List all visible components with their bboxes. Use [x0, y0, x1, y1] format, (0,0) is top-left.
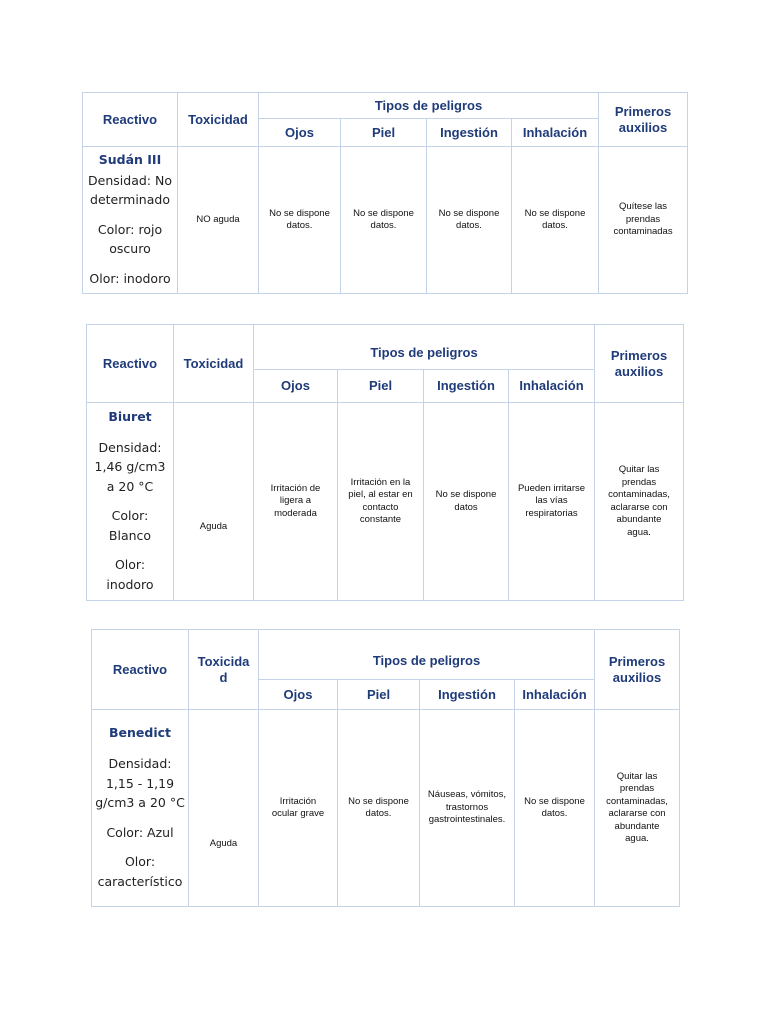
cell-line: datos. — [286, 220, 313, 231]
primeros-auxilios-value — [595, 710, 680, 907]
header-primeros-auxilios-line: auxilios — [614, 363, 664, 379]
reagent-property: inodoro — [106, 576, 154, 592]
ingestion-value — [427, 147, 512, 294]
piel-value — [338, 403, 424, 601]
header-toxicidad — [189, 630, 259, 710]
cell-line: datos. — [541, 808, 568, 819]
reagent-cell — [87, 403, 174, 601]
header-toxicidad: Toxicidad — [174, 325, 254, 403]
primeros-auxilios-value — [599, 147, 688, 294]
header-piel: Piel — [341, 119, 427, 147]
reagent-property: Blanco — [108, 527, 152, 543]
header-ojos: Ojos — [259, 119, 341, 147]
cell-line: constante — [359, 514, 402, 525]
cell-line: abundante — [616, 514, 662, 525]
piel-value — [341, 147, 427, 294]
reagent-property: a 20 °C — [106, 478, 154, 494]
header-primeros-auxilios-line: auxilios — [612, 669, 662, 685]
reagent-property: característico — [97, 873, 183, 889]
toxicidad-value: NO aguda — [178, 147, 259, 294]
reagent-property: oscuro — [109, 241, 151, 257]
cell-line: No se dispone — [435, 489, 497, 500]
inhalacion-value — [512, 147, 599, 294]
header-primeros-auxilios-line: Primeros — [610, 347, 668, 363]
reagent-name: Sudán III — [98, 151, 162, 167]
cell-line: contaminadas — [613, 226, 673, 238]
cell-line: contaminadas, — [606, 795, 668, 807]
cell-line: aclararse con — [608, 808, 666, 819]
ingestion-value — [424, 403, 509, 601]
reagent-property: Densidad: No — [88, 172, 172, 188]
cell-line: abundante — [614, 820, 660, 832]
header-primeros-auxilios-line: auxilios — [618, 119, 668, 135]
header-ingestion: Ingestión — [427, 119, 512, 147]
cell-line: ligera a — [279, 495, 312, 507]
cell-line: ocular grave — [271, 808, 325, 819]
cell-line: Quitar las — [616, 770, 658, 782]
reagent-property: Color: Azul — [106, 824, 174, 840]
reagent-cell — [92, 710, 189, 907]
cell-line: contaminadas, — [608, 489, 670, 500]
cell-line: Quítese las — [618, 201, 668, 213]
reagent-property: g/cm3 a 20 °C — [95, 795, 185, 810]
ojos-value — [259, 147, 341, 294]
cell-line: No se dispone — [438, 207, 500, 219]
reagent-name: Benedict — [109, 725, 171, 740]
cell-line: respiratorias — [525, 507, 578, 519]
cell-line: No se dispone — [348, 795, 409, 807]
header-toxicidad: Toxicidad — [178, 93, 259, 147]
header-ingestion: Ingestión — [420, 680, 515, 710]
hazard-table-biuret — [86, 324, 684, 601]
cell-line: No se dispone — [524, 207, 586, 219]
header-tipos-de-peligros: Tipos de peligros — [254, 325, 595, 370]
header-primeros-auxilios — [595, 630, 680, 710]
reagent-property: 1,46 g/cm3 — [94, 459, 166, 475]
header-ingestion: Ingestión — [424, 370, 509, 403]
inhalacion-value — [515, 710, 595, 907]
ojos-value — [254, 403, 338, 601]
header-ojos: Ojos — [254, 370, 338, 403]
reagent-name: Biuret — [108, 408, 152, 424]
inhalacion-value — [509, 403, 595, 601]
primeros-auxilios-value — [595, 403, 684, 601]
header-toxicidad-line: d — [219, 669, 228, 685]
reagent-property: Color: — [111, 508, 149, 524]
cell-line: prendas — [621, 476, 657, 488]
header-reactivo: Reactivo — [87, 325, 174, 403]
hazard-table-sudan-iii — [82, 92, 688, 294]
cell-line: Irritación de — [270, 482, 321, 494]
cell-line: datos. — [456, 220, 482, 231]
header-inhalacion: Inhalación — [512, 119, 599, 147]
header-primeros-auxilios-line: Primeros — [614, 103, 672, 119]
cell-line: datos. — [542, 220, 568, 231]
header-primeros-auxilios — [595, 325, 684, 403]
header-primeros-auxilios-line: Primeros — [608, 653, 666, 669]
reagent-property: Olor: — [124, 854, 156, 869]
header-reactivo: Reactivo — [92, 630, 189, 710]
cell-line: moderada — [274, 507, 317, 519]
header-piel: Piel — [338, 370, 424, 403]
cell-line: No se dispone — [353, 207, 414, 219]
cell-line: aclararse con — [610, 501, 668, 513]
cell-line: prendas — [625, 213, 661, 225]
header-inhalacion: Inhalación — [509, 370, 595, 403]
hazard-table-benedict — [91, 629, 680, 907]
cell-line: No se dispone — [269, 207, 330, 219]
header-ojos: Ojos — [259, 680, 338, 710]
reagent-property: determinado — [90, 192, 170, 208]
header-tipos-de-peligros: Tipos de peligros — [259, 630, 595, 680]
reagent-cell — [83, 147, 178, 294]
cell-line: Quitar las — [618, 464, 660, 475]
cell-line: Irritación en la — [350, 476, 411, 488]
cell-line: las vías — [535, 495, 568, 507]
cell-line: gastrointestinales. — [428, 814, 506, 826]
ojos-value — [259, 710, 338, 907]
header-piel: Piel — [338, 680, 420, 710]
reagent-property: Color: rojo — [97, 221, 163, 237]
toxicidad-value: Aguda — [189, 710, 259, 907]
toxicidad-value: Aguda — [174, 403, 254, 601]
cell-line: datos — [454, 501, 478, 513]
cell-line: datos. — [365, 808, 392, 819]
cell-line: piel, al estar en — [348, 489, 413, 500]
cell-line: prendas — [619, 783, 655, 794]
cell-line: contacto — [362, 501, 399, 513]
cell-line: Náuseas, vómitos, — [427, 789, 507, 801]
header-primeros-auxilios — [599, 93, 688, 147]
header-toxicidad-line: Toxicida — [197, 653, 250, 669]
header-reactivo: Reactivo — [83, 93, 178, 147]
header-tipos-de-peligros: Tipos de peligros — [259, 93, 599, 119]
reagent-property: Densidad: — [98, 439, 162, 455]
cell-line: agua. — [625, 833, 649, 844]
cell-line: No se dispone — [524, 795, 585, 807]
reagent-property: Olor: — [114, 557, 146, 573]
cell-line: Irritación — [279, 795, 317, 807]
cell-line: Pueden irritarse — [517, 482, 586, 494]
ingestion-value — [420, 710, 515, 907]
reagent-property: 1,15 - 1,19 — [105, 775, 175, 791]
cell-line: trastornos — [445, 801, 489, 813]
reagent-property: Densidad: — [108, 756, 172, 771]
piel-value — [338, 710, 420, 907]
header-inhalacion: Inhalación — [515, 680, 595, 710]
cell-line: agua. — [627, 526, 651, 538]
cell-line: datos. — [370, 220, 397, 231]
reagent-property: Olor: inodoro — [89, 270, 171, 286]
